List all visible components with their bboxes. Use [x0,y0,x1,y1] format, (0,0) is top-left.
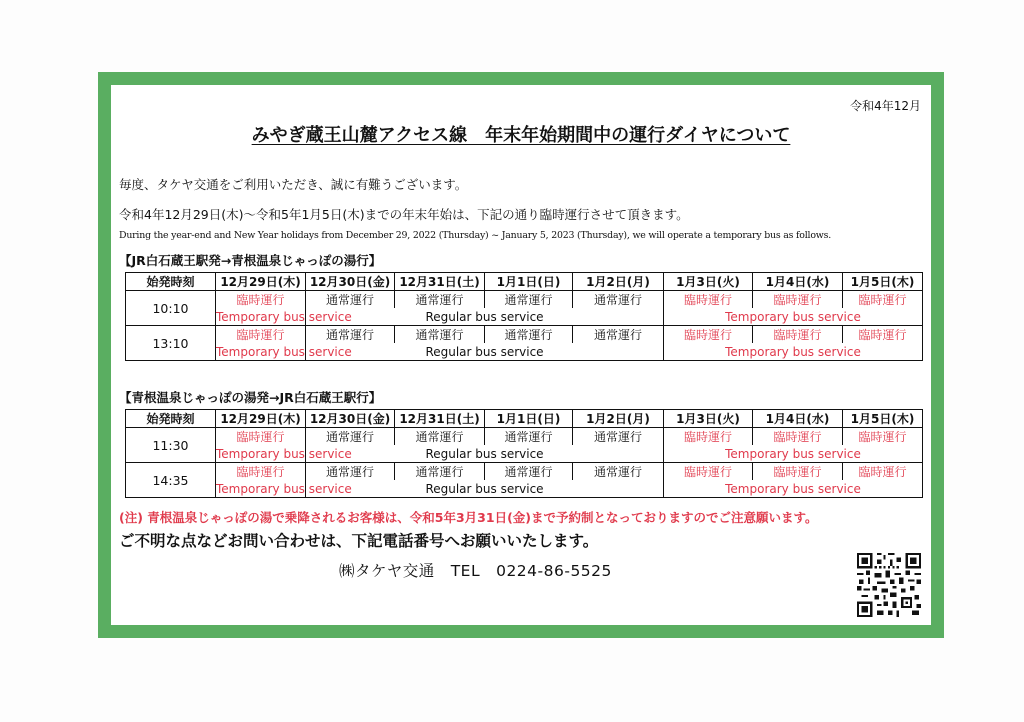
temp-cell: 臨時運行 [753,428,843,446]
table-row [126,463,923,481]
temp-en-small: Temporary bus service [216,446,352,461]
header-date: 12月29日(木) [216,273,306,291]
temp-en-small: Temporary bus service [216,344,352,359]
timetable-outbound [125,272,923,361]
temp-cell: 臨時運行 [216,326,306,344]
temp-cell: 臨時運行 [664,291,753,309]
temp-cell: 臨時運行 [664,428,753,446]
temp-cell: 臨時運行 [216,291,306,309]
qr-code-icon [857,553,921,617]
table-row [126,343,923,361]
header-date: 12月31日(土) [395,410,485,428]
header-date: 1月4日(水) [753,273,843,291]
table-row [126,291,923,309]
route-title-return: 【青根温泉じゃっぽの湯発→JR白石蔵王駅行】 [119,390,382,405]
departure-time: 10:10 [126,291,216,326]
notice-title: みやぎ蔵王山麓アクセス線 年末年始期間中の運行ダイヤについて [251,125,791,146]
header-date: 12月31日(土) [395,273,485,291]
route-title-outbound: 【JR白石蔵王駅発→青根温泉じゃっぽの湯行】 [119,253,382,268]
temp-cell: 臨時運行 [664,463,753,481]
header-row [126,273,923,291]
timetable-return [125,409,923,498]
header-date: 1月4日(水) [753,410,843,428]
temp-cell: 臨時運行 [753,463,843,481]
table-row [126,308,923,326]
departure-time: 14:35 [126,463,216,498]
temp-en: Temporary bus service [664,343,923,361]
greeting-text: 毎度、タケヤ交通をご利用いただき、誠に有難うございます。 [119,177,468,192]
header-date: 12月30日(金) [306,273,395,291]
temp-cell: 臨時運行 [753,291,843,309]
regular-en: Regular bus service [306,445,664,463]
regular-cell: 通常運行 [573,326,664,344]
regular-en: Regular bus service [306,308,664,326]
header-time: 始発時刻 [126,410,216,428]
temp-cell: 臨時運行 [216,428,306,446]
header-time: 始発時刻 [126,273,216,291]
table-row [126,428,923,446]
regular-cell: 通常運行 [485,291,573,309]
temp-en-small: Temporary bus service [216,309,352,324]
regular-cell: 通常運行 [485,463,573,481]
departure-time: 11:30 [126,428,216,463]
header-date: 1月5日(木) [843,410,923,428]
regular-cell: 通常運行 [395,428,485,446]
header-date: 1月2日(月) [573,273,664,291]
temp-cell: 臨時運行 [843,428,923,446]
company-phone: ㈱タケヤ交通 TEL 0224-86-5525 [339,562,612,580]
regular-cell: 通常運行 [306,291,395,309]
temp-cell: 臨時運行 [843,326,923,344]
regular-cell: 通常運行 [395,326,485,344]
regular-cell: 通常運行 [395,291,485,309]
temp-cell: 臨時運行 [216,463,306,481]
regular-cell: 通常運行 [306,326,395,344]
departure-time: 13:10 [126,326,216,361]
regular-cell: 通常運行 [573,291,664,309]
regular-cell: 通常運行 [306,463,395,481]
green-border-frame [98,72,944,638]
regular-cell: 通常運行 [485,428,573,446]
temp-cell: 臨時運行 [664,326,753,344]
header-date: 1月1日(日) [485,410,573,428]
temp-cell: 臨時運行 [843,291,923,309]
temp-cell: 臨時運行 [843,463,923,481]
header-date: 1月3日(火) [664,410,753,428]
reservation-note: (注) 青根温泉じゃっぽの湯で乗降されるお客様は、令和5年3月31日(金)まで予約制となっておりますのでご注意願います。 [119,510,818,525]
temp-en-small: Temporary bus service [216,481,352,496]
regular-en: Regular bus service [306,480,664,498]
regular-cell: 通常運行 [306,428,395,446]
table-row [126,326,923,344]
header-date: 1月1日(日) [485,273,573,291]
regular-cell: 通常運行 [573,463,664,481]
header-date: 1月3日(火) [664,273,753,291]
regular-cell: 通常運行 [573,428,664,446]
schedule-notice: 令和4年12月29日(木)～令和5年1月5日(木)までの年末年始は、下記の通り臨時運行させて頂きます。 [119,207,689,222]
notice-sheet [111,85,931,625]
regular-cell: 通常運行 [395,463,485,481]
issue-date: 令和4年12月 [850,99,921,113]
temp-en: Temporary bus service [664,445,923,463]
header-date: 12月29日(木) [216,410,306,428]
temp-cell: 臨時運行 [753,326,843,344]
table-row [126,445,923,463]
header-date: 1月2日(月) [573,410,664,428]
header-row [126,410,923,428]
temp-en: Temporary bus service [664,480,923,498]
regular-cell: 通常運行 [485,326,573,344]
temp-en: Temporary bus service [664,308,923,326]
header-date: 12月30日(金) [306,410,395,428]
table-row [126,480,923,498]
schedule-notice-english: During the year-end and New Year holidays from December 29, 2022 (Thursday) ~ January 5, 2023 (Thursday), we will operate a temporary bus as follows. [119,230,831,241]
inquiry-text: ご不明な点などお問い合わせは、下記電話番号へお願いいたします。 [119,532,599,550]
header-date: 1月5日(木) [843,273,923,291]
regular-en: Regular bus service [306,343,664,361]
